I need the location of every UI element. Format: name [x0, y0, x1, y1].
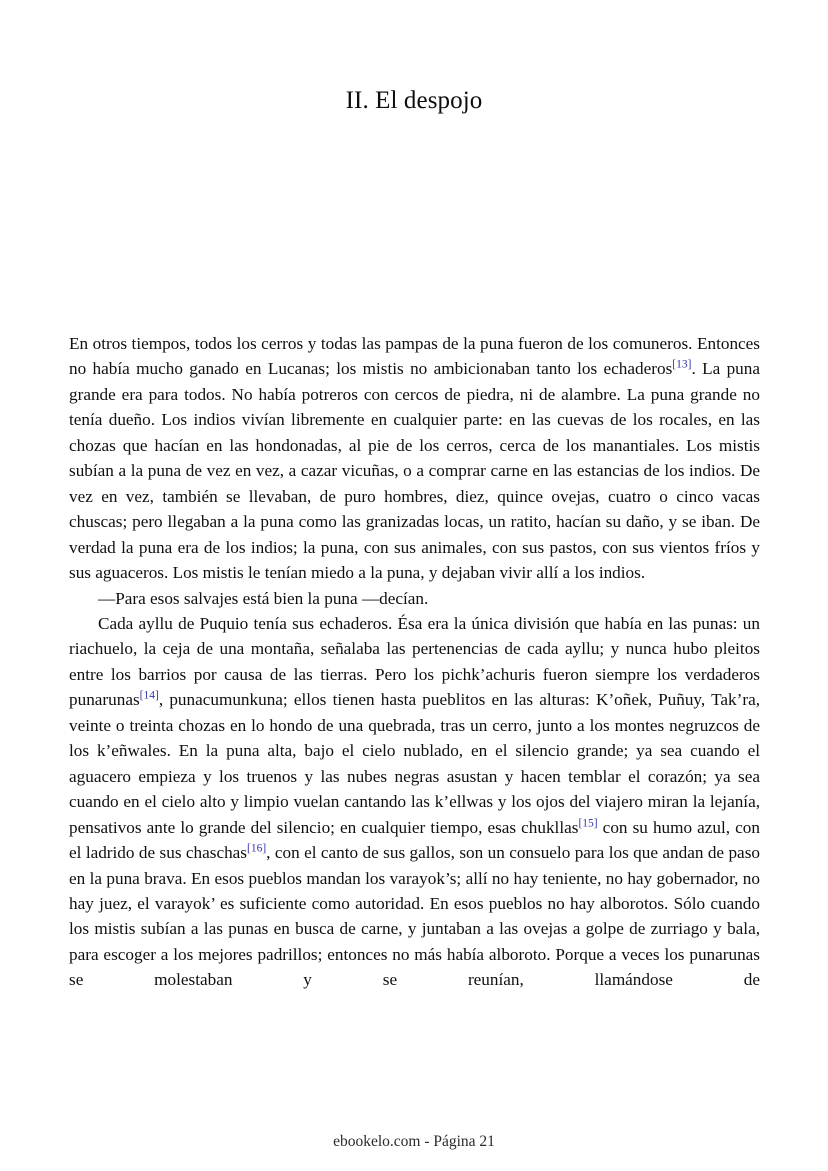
- paragraph: Cada ayllu de Puquio tenía sus echaderos. Ésa era la única división que había en las punas: un riachuelo, la ceja de una montaña, señalaba las pertenencias de cada ayllu; y nunca hubo pleitos entre los barrios por causa de las tierras. Pero los pichk’achuris fueron siempre los verdaderos punarunas[14], punacumunkuna; ellos tienen hasta pueblitos en las alturas: K’oñek, Puñuy, Tak’ra, veinte o treinta chozas en lo hondo de una quebrada, tras un cerro, junto a los montes negruzcos de los k’eñwales. En la puna alta, bajo el cielo nublado, en el silencio grande; ya sea cuando el aguacero empieza y los truenos y las nubes negras asustan y hacen temblar el corazón; ya sea cuando en el cielo alto y limpio vuelan cantando las k’ellwas y los ojos del viajero miran la lejanía, pensativos ante lo grande del silencio; en cualquier tiempo, esas chukllas[15] con su humo azul, con el ladrido de sus chaschas[16], con el canto de sus gallos, son un consuelo para los que andan de paso en la puna brava. En esos pueblos mandan los varayok’s; allí no hay teniente, no hay gobernador, no hay juez, el varayok’ es suficiente como autoridad. En esos pueblos no hay alborotos. Sólo cuando los mistis subían a las punas en busca de carne, y juntaban a las ovejas a golpe de zurriago y bala, para escoger a los mejores padrillos; entonces no más había alboroto. Porque a veces los punarunas se molestaban y se reunían, llamándose de: [69, 613, 760, 990]
- footnote-reference[interactable]: [16]: [247, 842, 267, 855]
- footnote-reference[interactable]: [13]: [672, 358, 692, 371]
- chapter-title: II. El despojo: [345, 86, 483, 114]
- paragraph: —Para esos salvajes está bien la puna —decían.: [98, 588, 429, 608]
- paragraph: En otros tiempos, todos los cerros y todas las pampas de la puna fueron de los comuneros. Entonces no había mucho ganado en Lucanas; los mistis no ambicionaban tanto los echaderos[13]. La puna grande era para todos. No había potreros con cercos de piedra, ni de alambre. La puna grande no tenía dueño. Los indios vivían libremente en cualquier parte: en las cuevas de los rocales, en las chozas que hacían en las hondonadas, al pie de los cerros, cerca de los manantiales. Los mistis subían a la puna de vez en vez, a cazar vicuñas, o a comprar carne en las estancias de los indios. De vez en vez, también se llevaban, de puro hombres, diez, quince ovejas, cuatro o cinco vacas chuscas; pero llegaban a la puna como las granizadas locas, un ratito, hacían su daño, y se iban. De verdad la puna era de los indios; la puna, con sus animales, con sus pastos, con sus vientos fríos y sus aguaceros. Los mistis le tenían miedo a la puna, y dejaban vivir allí a los indios.: [69, 334, 760, 583]
- page-footer: ebookelo.com - Página 21: [333, 1133, 495, 1150]
- body-text-block: [69, 331, 760, 993]
- footnote-reference[interactable]: [14]: [139, 689, 159, 702]
- footnote-reference[interactable]: [15]: [578, 816, 598, 829]
